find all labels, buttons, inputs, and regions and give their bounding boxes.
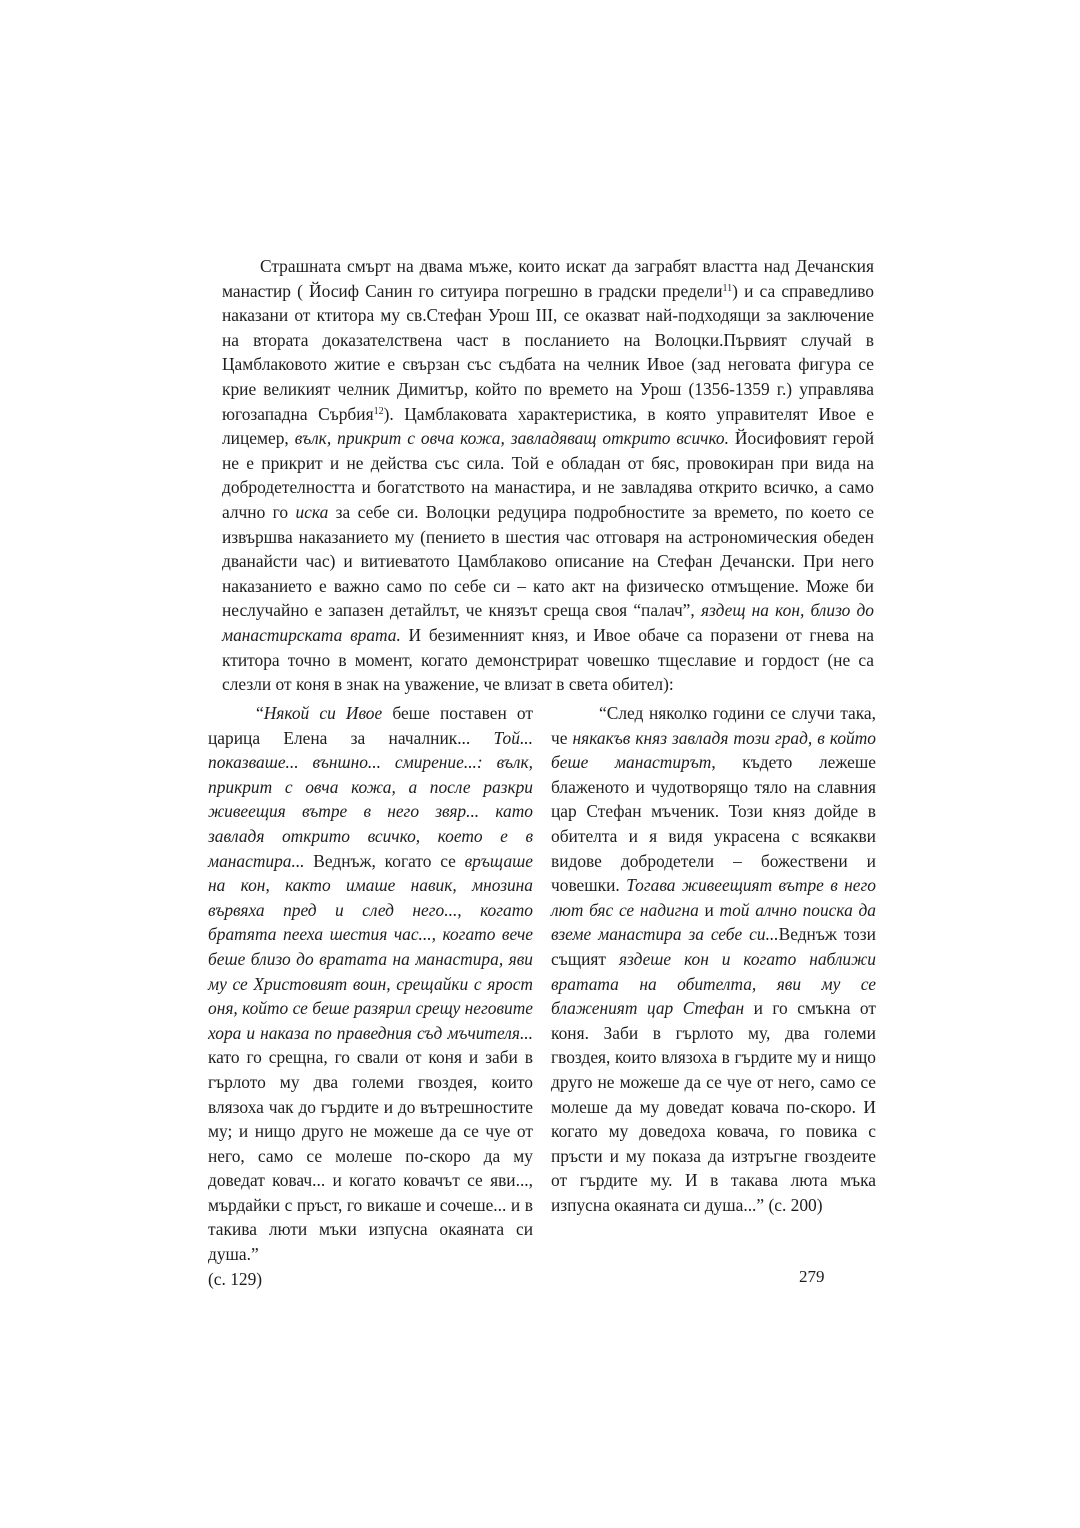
text-segment: и	[698, 899, 720, 920]
text-segment: беше поставен от царица Елена за началник...	[208, 703, 533, 748]
text-segment: И безименният княз, и Ивое обаче са поразени от гнева на ктитора точно в момент, когато демонстрират човешко тщеславие и гордост (не са слезли от коня в знак на уважение, че влизат в света обител):	[222, 624, 874, 695]
italic-phrase: Той... показваше... външно... смирение...: вълк, прикрит с овча кожа, а после разкри живеещия вътре в него звяр... като завладя открито всичко, което е в манастира...	[208, 727, 533, 871]
italic-phrase: вълк, прикрит с овча кожа, завладяващ открито всичко.	[294, 428, 729, 449]
left-quote-column	[208, 701, 533, 1291]
text-segment: ,	[265, 875, 286, 896]
text-segment: Страшната смърт на двама мъже, които искат да заграбят властта над Дечанския манастир ( Йосиф Санин го ситуира погрешно в градски предели	[222, 256, 874, 301]
italic-phrase: някакъв княз завладя този град, в който беше манастирът	[551, 727, 876, 773]
footnote-ref-12: 12	[373, 405, 384, 417]
text-segment: ) и са справедливо наказани от ктитора му св.Стефан Урош III, се оказват най-подходящи за заключение на втората доказателствена част в посланието на Волоцки.Първият случай в Цамблаковото житие е свързан със съдбата на челник Ивое (зад неговата фигура се крие великият челник Димитър, който по времето на Урош (1356-1359 г.) управлява югозападна Сърбия	[222, 280, 874, 424]
left-quote	[208, 701, 533, 1267]
italic-phrase: връщаше на кон	[208, 850, 533, 896]
italic-phrase: както имаше навик, мнозина вървяха пред и след него..., когато братята пееха шестия час..., когато вече беше близо до вратата на манастира, яви му се Христовият воин, срещайки с ярост оня, който се беше разярил срещу неговите хора и наказа по праведния съд мъчителя...	[208, 875, 533, 1043]
text-segment: Веднъж, когато се	[304, 850, 465, 871]
italic-phrase: иска	[295, 501, 329, 522]
text-segment: и го смъкна от коня. Заби в гърлото му, два големи гвоздея, които влязоха в гърдите му и нищо друго не можеше да се чуе от него, само се молеше да му доведат ковача по-скоро. И когато му доведоха ковача, го повика с пръсти и му показа да изтръгне гвоздеите от гърдите му. И в такава люта мъка изпусна окаяната си душа...” (с. 200)	[551, 998, 876, 1215]
text-segment: Веднъж този същият	[551, 924, 876, 969]
footnote-ref-11: 11	[722, 282, 733, 294]
open-quote-mark: “	[256, 703, 264, 723]
italic-phrase: яздеше кон и когато наближи вратата на обителта, яви му се блаженият цар Стефан	[551, 948, 876, 1019]
text-segment: ). Цамблаковата характеристика, в която управителят Ивое е лицемер,	[222, 403, 874, 449]
italic-phrase: Тогава живеещият вътре в него лют бяс се надигна	[551, 875, 876, 920]
text-segment: “След няколко години се случи така, че	[551, 703, 876, 748]
text-segment: като го срещна, го свали от коня и заби в гърлото му два големи гвоздея, които влязоха чак до гърдите и до вътрешностите му; и нищо друго не можеше да се чуе от него, само се молеше по-скоро да му доведат ковач... и когато ковачът се яви..., мърдайки с пръст, го викаше и сочеше... и в такива люти мъки изпусна окаяната си душа.”	[208, 1047, 533, 1265]
text-segment: , където лежеше блаженото и чудотворящо тяло на славния цар Стефан мъченик. Този княз дойде в обителта и я видя украсена с всякакви видове добродетели – божествени и човешки.	[551, 752, 876, 896]
quote-columns	[208, 701, 876, 1291]
italic-phrase: Някой си Ивое	[263, 703, 383, 723]
text-segment: за себе си. Волоцки редуцира подробностите за времето, по което се извършва наказанието му (пението в шестия час отговаря на астрономическия обеден дванайсти час) и витиеватото Цамблаково описание на Стефан Дечански. При него наказанието е важно само по себе си – като акт на физическо отмъщение. Може би неслучайно е запазен детайлът, че князът среща своя “палач”,	[222, 501, 875, 621]
italic-phrase: яздещ на кон, близо до манастирската врата.	[222, 600, 874, 645]
main-text-block	[222, 254, 874, 697]
right-quote	[551, 701, 876, 1217]
page-number: 279	[799, 1267, 825, 1286]
right-quote-column	[551, 701, 876, 1291]
text-segment: Йосифовият герой не е прикрит и не действа със сила. Той е обладан от бяс, провокиран при вида на добродетелността и богатството на манастира, и не завладява открито всичко, а само алчно го	[222, 428, 875, 522]
italic-phrase: той алчно поиска да вземе манастира за себе си...	[551, 899, 876, 945]
left-quote-citation: (с. 129)	[208, 1268, 263, 1289]
main-paragraph	[222, 254, 874, 697]
